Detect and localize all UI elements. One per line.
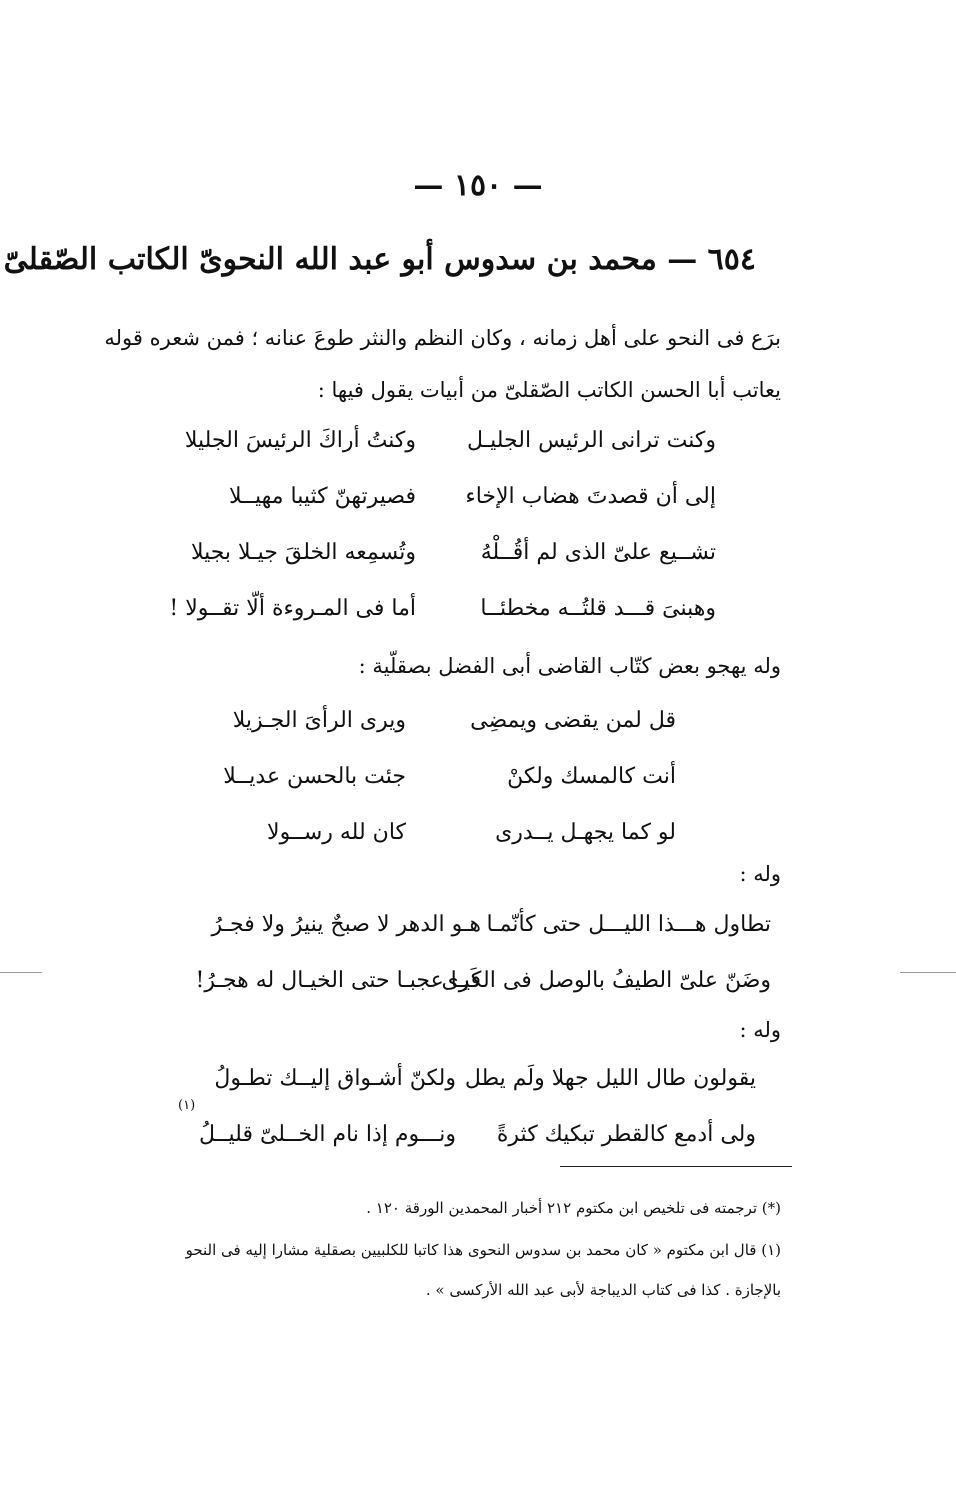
verse-second-hemistich: ويرى الرأىَ الجـزيلا (232, 708, 406, 733)
verse-first-hemistich: تشــيع علىّ الذى لم أقُــلْهُ (480, 540, 716, 565)
verse-second-hemistich: فصيرتهنّ كثيبا مهيــلا (228, 484, 416, 509)
verse-first-hemistich: أنت كالمسك ولكنْ (507, 764, 676, 789)
verse-first-hemistich: قل لمن يقضى ويمضِى (470, 708, 676, 733)
verse-second-hemistich: ولكنّ أشـواق إليــك تطـولُ (214, 1066, 456, 1091)
poem-2 (0, 708, 956, 876)
poem-4-note-mark: (١) (178, 1098, 196, 1113)
verse-second-hemistich: فيـا عجبـا حتى الخيـال له هجـرُ! (195, 968, 481, 993)
right-margin-mark (900, 972, 956, 973)
verse-row (0, 764, 956, 820)
verse-row (0, 484, 956, 540)
verse-row (0, 1066, 956, 1122)
verse-second-hemistich: هـو الدهر لا صبحٌ ينيرُ ولا فجـرُ (211, 912, 481, 937)
verse-first-hemistich: ولى أدمع كالقطر تبكيك كثرةً (496, 1122, 756, 1147)
verse-second-hemistich: جئت بالحسن عديــلا (223, 764, 406, 789)
paragraph-line-1: برَع فى النحو على أهل زمانه ، وكان النظم والنثر طوعَ عنانه ؛ فمن شعره قوله (104, 326, 781, 350)
verse-second-hemistich: ونـــوم إذا نام الخــلىّ قليــلُ (198, 1122, 456, 1147)
verse-second-hemistich: وتُسمِعه الخلقَ جيـلا بجيلا (190, 540, 416, 565)
verse-first-hemistich: لو كما يجهـل يــدرى (495, 820, 676, 845)
page-number: — ١٥٠ — (413, 168, 543, 203)
poem-3 (0, 912, 956, 1024)
footnote-one-line-1: (١) قال ابن مكتوم « كان محمد بن سدوس النحوى هذا كاتبا للكلبيين بصقلية مشارا إليه فى النحو (185, 1241, 781, 1259)
entry-heading (3, 242, 756, 277)
footnote-star: (*) ترجمته فى تلخيص ابن مكتوم ٢١٢ أخبار المحمدين الورقة ١٢٠ . (366, 1199, 781, 1217)
heading-text: ٦٥٤ — محمد بن سدوس أبو عبد الله النحوىّ الكاتب الصّقلىّ (3, 242, 756, 277)
verse-row (0, 1122, 956, 1178)
verse-first-hemistich: إلى أن قصدتَ هضاب الإخاء (465, 484, 716, 509)
verse-first-hemistich: وضَنّ علىّ الطيفُ بالوصل فى الكَرى (441, 968, 771, 993)
verse-row (0, 912, 956, 968)
verse-first-hemistich: وهبنىَ قـــد قلتُــه مخطئــا (480, 596, 716, 621)
left-margin-mark (0, 972, 42, 973)
verse-first-hemistich: تطاول هـــذا الليـــل حتى كأنّمـا (486, 912, 771, 937)
footnote-one (131, 1230, 781, 1310)
verse-row (0, 540, 956, 596)
verse-row (0, 428, 956, 484)
verse-second-hemistich: كان لله رســولا (267, 820, 406, 845)
heading-note-mark (0, 242, 2, 263)
verse-row (0, 708, 956, 764)
poem-4-intro: وله : (739, 1018, 781, 1042)
footnote-one-line-2: بالإجازة . كذا فى كتاب الديباجة لأبى عبد الله الأركسى » . (425, 1281, 781, 1299)
poem-1 (0, 428, 956, 652)
paragraph-line-2: يعاتب أبا الحسن الكاتب الصّقلىّ من أبيات يقول فيها : (317, 378, 781, 402)
poem-3-intro: وله : (739, 862, 781, 886)
verse-first-hemistich: يقولون طال الليل جهلا ولَم يطل (464, 1066, 756, 1091)
verse-row (0, 596, 956, 652)
footnote-separator (560, 1166, 792, 1167)
biography-paragraph (104, 312, 781, 416)
verse-second-hemistich: أما فى المـروءة ألّا تقــولا ! (169, 596, 416, 621)
verse-second-hemistich: وكنتُ أراكَ الرئيسَ الجليلا (184, 428, 416, 453)
verse-row (0, 968, 956, 1024)
poem-2-intro: وله يهجو بعض كتّاب القاضى أبى الفضل بصقلّية : (358, 654, 781, 678)
verse-first-hemistich: وكنت ترانى الرئيس الجليـل (467, 428, 716, 453)
poem-4 (0, 1066, 956, 1178)
